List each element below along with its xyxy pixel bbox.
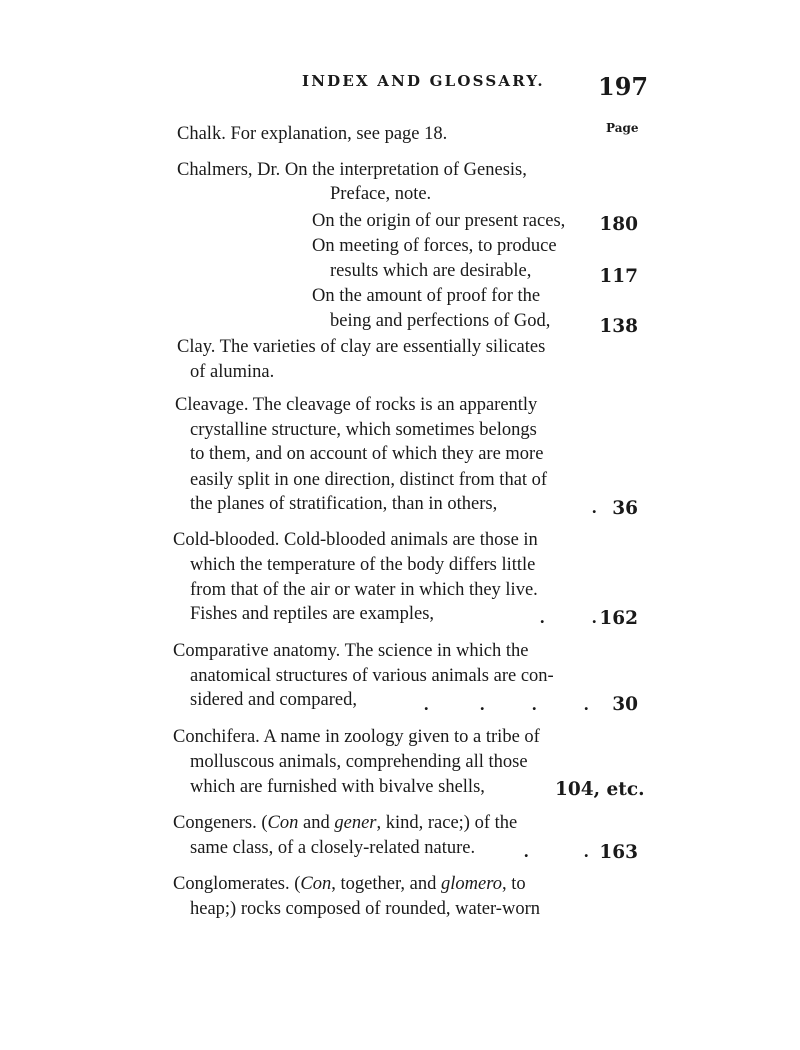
entry-chalmers-line: On the origin of our present races, xyxy=(312,211,566,231)
entry-chalmers-line: results which are desirable, xyxy=(330,261,532,281)
page-column-label: Page xyxy=(606,121,639,135)
entry-chalmers-line: Preface, note. xyxy=(330,184,432,204)
page-ref: 117 xyxy=(599,266,638,287)
entry-comparative-anatomy-line: sidered and compared, xyxy=(190,690,357,710)
entry-conchifera-line: which are furnished with bivalve shells, xyxy=(190,777,485,797)
running-header-title: INDEX AND GLOSSARY. xyxy=(302,72,545,90)
entry-cold-blooded-line: which the temperature of the body differs little xyxy=(190,555,536,575)
entry-cleavage-line: easily split in one direction, distinct from that of xyxy=(190,470,548,490)
entry-cleavage-line: to them, and on account of which they are more xyxy=(190,444,544,464)
page-number: 197 xyxy=(598,72,649,101)
page-ref: 138 xyxy=(599,316,638,337)
entry-conglomerates-line: heap;) rocks composed of rounded, water-worn xyxy=(190,899,540,919)
entry-cold-blooded-line: Cold-blooded. Cold-blooded animals are those in xyxy=(173,530,538,550)
entry-comparative-anatomy-line: anatomical structures of various animals are con- xyxy=(190,666,554,686)
page-ref: 30 xyxy=(612,694,638,715)
entry-conchifera-line: molluscous animals, comprehending all those xyxy=(190,752,528,772)
entry-cold-blooded-line: Fishes and reptiles are examples, xyxy=(190,604,435,624)
page-ref: 163 xyxy=(599,842,638,863)
entry-cleavage-line: the planes of stratification, than in others, xyxy=(190,494,498,514)
entry-chalmers-line: being and perfections of God, xyxy=(330,311,551,331)
leader-dot: . xyxy=(424,694,429,714)
entry-cleavage-line: Cleavage. The cleavage of rocks is an apparently xyxy=(175,395,538,415)
leader-dot: . xyxy=(480,694,485,714)
entry-clay-line: Clay. The varieties of clay are essentially silicates xyxy=(177,337,546,357)
page-ref: 36 xyxy=(612,498,638,519)
entry-comparative-anatomy-line: Comparative anatomy. The science in which the xyxy=(173,641,529,661)
entry-cold-blooded-line: from that of the air or water in which they live. xyxy=(190,580,538,600)
leader-dot: . xyxy=(532,694,537,714)
entry-congeners-line: Congeners. (Con and gener, kind, race;) of the xyxy=(173,813,518,833)
leader-dot: . xyxy=(584,841,589,861)
entry-conchifera-line: Conchifera. A name in zoology given to a tribe of xyxy=(173,727,540,747)
page-ref: 180 xyxy=(599,214,638,235)
entry-chalmers-line: On the amount of proof for the xyxy=(312,286,541,306)
leader-dot: . xyxy=(592,497,597,517)
leader-dot: . xyxy=(584,694,589,714)
entry-chalmers-line: On meeting of forces, to produce xyxy=(312,236,557,256)
entry-cleavage-line: crystalline structure, which sometimes belongs xyxy=(190,420,537,440)
entry-conglomerates-line: Conglomerates. (Con, together, and glomero, to xyxy=(173,874,526,894)
leader-dot: . xyxy=(592,607,597,627)
entry-chalmers-line: Chalmers, Dr. On the interpretation of Genesis, xyxy=(177,160,527,180)
leader-dot: . xyxy=(524,841,529,861)
entry-congeners-line: same class, of a closely-related nature. xyxy=(190,838,476,858)
leader-dot: . xyxy=(540,607,545,627)
entry-chalk-line: Chalk. For explanation, see page 18. xyxy=(177,124,448,144)
entry-clay-line: of alumina. xyxy=(190,362,275,382)
page-ref: 104, etc. xyxy=(555,779,645,800)
page-ref: 162 xyxy=(599,608,638,629)
